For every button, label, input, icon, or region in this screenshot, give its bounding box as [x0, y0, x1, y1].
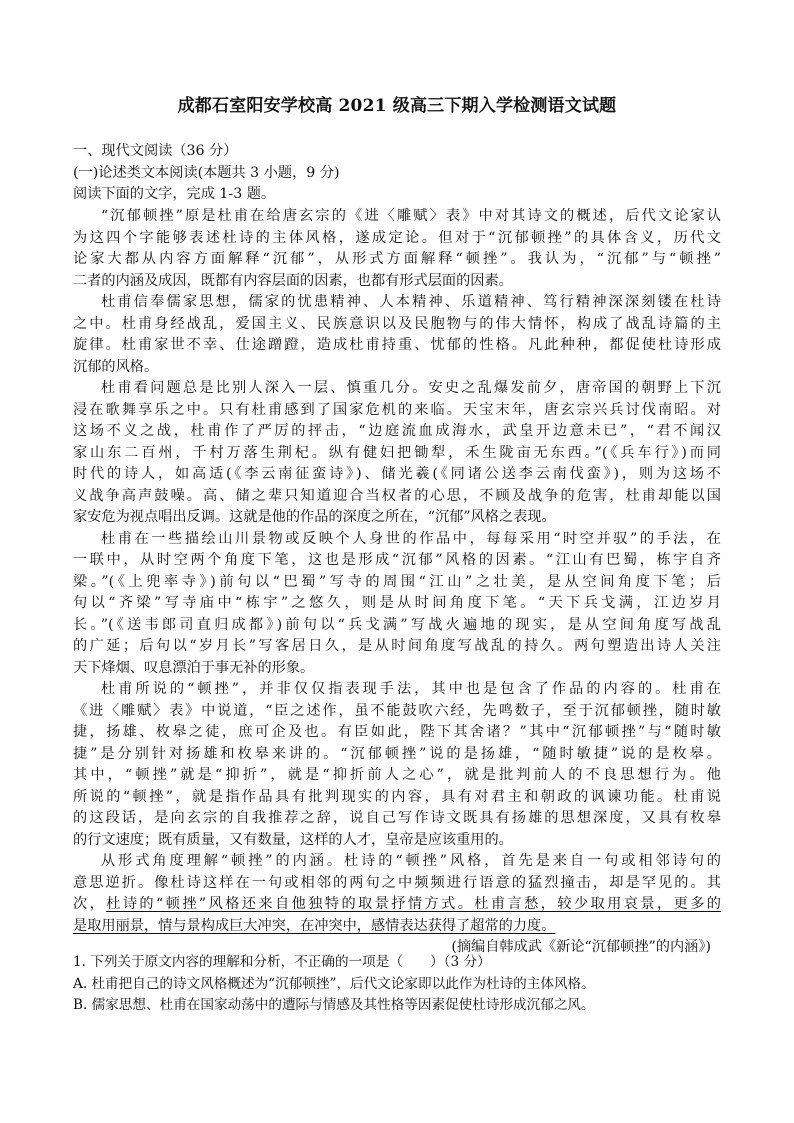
underlined-text: 杜诗的“顿挫”风格还来自他独特的取景抒情方式。杜甫言愁，较少取用哀景，更多的	[106, 896, 721, 912]
passage-line: 梁。”(《上兜率寺》)前句以“巴蜀”写寺的周围“江山”之壮美，是从空间角度下笔；后	[73, 573, 721, 590]
passage-line-underlined	[73, 916, 721, 938]
section-heading: 一、现代文阅读（36 分）	[73, 143, 238, 159]
passage-line: 时代的诗人，如高适(《李云南征蛮诗》)、储光羲(《同诸公送李云南伐蛮》)，则为这场不	[73, 466, 721, 482]
passage-line: 沉郁的风格。	[73, 358, 159, 375]
passage-line: “沉郁顿挫”原是杜甫在给唐玄宗的《进〈雕赋〉表》中对其诗文的概述，后代文论家认	[101, 208, 721, 224]
passage-line: 一联中，从时空两个角度下笔，这也是形成“沉郁”风格的因素。“江山有巴蜀，栋宇自齐	[73, 552, 721, 568]
passage-line: 之中。杜甫身经战乱，爱国主义、民族意识以及民胞物与的伟大情怀，构成了战乱诗篇的主	[73, 315, 721, 332]
passage-line: 捷”是分别针对扬雄和枚皋来讲的。“沉郁顿挫”说的是扬雄，“随时敏捷”说的是枚皋。	[73, 745, 721, 762]
passage-line: 杜甫所说的“顿挫”，并非仅仅指表现手法，其中也是包含了作品的内容的。杜甫在	[101, 681, 721, 697]
passage-line: 杜甫看问题总是比别人深入一层、慎重几分。安史之乱爆发前夕，唐帝国的朝野上下沉	[101, 380, 721, 396]
passage-line: 句以“齐梁”写寺庙中“栋宇”之悠久，则是从时间角度下笔。“天下兵戈满，江边岁月	[73, 595, 721, 611]
passage-text: 次，	[73, 896, 107, 912]
passage-line: 二者的内涵及成因，既都有内容层面的因素，也都有形式层面的因素。	[73, 272, 513, 289]
section-subheading: (一)论述类文本阅读(本题共 3 小题，9 分)	[73, 164, 340, 181]
passage-line: 浸在歌舞享乐之中。只有杜甫感到了国家危机的来临。天宝末年，唐玄宗兴兵讨伐南昭。对	[73, 401, 721, 418]
passage-line: 意思逆折。像杜诗这样在一句或相邻的两句之中频频进行语意的猛烈撞击，却是罕见的。其	[73, 874, 721, 891]
passage-line: 旋律。杜甫家世不幸、仕途蹭蹬，造成杜甫持重、忧郁的性格。凡此种种，都促使杜诗形成	[73, 337, 721, 353]
section-header	[73, 141, 721, 206]
reading-passage	[73, 206, 721, 959]
passage-line: 《进〈雕赋〉表》中说道，“臣之述作，虽不能鼓吹六经，先鸣数子，至于沉郁顿挫，随时敏	[73, 702, 721, 719]
passage-line: 家安危为视点唱出反调。这就是他的作品的深度之所在，“沉郁”风格之表现。	[73, 509, 556, 525]
passage-line: 天下烽烟、叹息漂泊于事无补的形象。	[73, 659, 315, 676]
passage-line: 这场不义之战，杜甫作了严厉的抨击，“边庭流血成海水，武皇开边意未已”，“君不闻汉	[73, 423, 721, 439]
passage-line: 杜甫信奉儒家思想，儒家的忧患精神、人本精神、乐道精神、笃行精神深深刻镂在杜诗	[101, 294, 721, 310]
page-title: 成都石室阳安学校高 2021 级高三下期入学检测语文试题	[177, 96, 617, 116]
passage-line: 长。”(《送韦郎司直归成都》)前句以“兵戈满”写战火遍地的现实，是从空间角度写战乱	[73, 616, 721, 633]
underlined-text: 是取用丽景，情与景构成巨大冲突，在冲突中，感情表达获得了超常的力度。	[73, 917, 556, 934]
passage-line: 杜甫在一些描绘山川景物或反映个人身世的作品中，每每采用“时空并驭”的手法，在	[101, 530, 721, 547]
passage-line: 的广延；后句以“岁月长”写客居日久，是从时间角度写战乱的持久。两句塑造出诗人关注	[73, 638, 721, 654]
passage-line: 义战争高声鼓噪。高、储之辈只知道迎合当权者的心思，不顾及战争的危害，杜甫却能以国	[73, 487, 721, 504]
passage-line: 其中，“顿挫”就是“抑折”，就是“抑折前人之心”，就是批判前人的不良思想行为。他	[73, 767, 721, 783]
passage-line-underlined	[73, 894, 721, 916]
reading-instruction: 阅读下面的文字，完成 1-3 题。	[73, 186, 276, 202]
question-stem: 1. 下列关于原文内容的理解和分析，不正确的一项是（ ）（3 分）	[73, 954, 491, 970]
passage-source: (摘编自韩成武《新论“沉郁顿挫”的内涵》)	[451, 939, 711, 955]
passage-line: 捷，扬雄、枚皋之徒，庶可企及也。有臣如此，陛下其舍诸？”其中“沉郁顿挫”与“随时敏	[73, 724, 721, 740]
passage-line: 所说的“顿挫”，就是指作品具有批判现实的内容，具有对君主和朝政的讽谏功能。杜甫说	[73, 788, 721, 805]
passage-line: 为这四个字能够表述杜诗的主体风格，遂成定论。但对于“沉郁顿挫”的具体含义，历代文	[73, 229, 721, 246]
question-1	[73, 952, 721, 1017]
passage-line: 的行文速度；既有质量，又有数量，这样的人才，皇帝是应该重用的。	[73, 831, 513, 848]
question-option-b: B. 儒家思想、杜甫在国家动荡中的遭际与情感及其性格等因素促使杜诗形成沉郁之风。	[73, 997, 595, 1013]
question-option-a: A. 杜甫把自己的诗文风格概述为“沉郁顿挫”，后代文论家即以此作为杜诗的主体风格。	[73, 975, 595, 992]
passage-line: 的这段话，是向玄宗的自我推荐之辞，说自己写作诗文既具有扬雄的思想深度，又具有枚皋	[73, 810, 721, 826]
passage-line: 从形式角度理解“顿挫”的内涵。杜诗的“顿挫”风格，首先是来自一句或相邻诗句的	[101, 853, 721, 869]
passage-line: 论家大都从内容方面解释“沉郁”，从形式方面解释“顿挫”。我认为，“沉郁”与“顿挫”	[73, 251, 721, 267]
passage-line: 家山东二百州，千村万落生荆杞。纵有健妇把锄犁，禾生陇亩无东西。”(《兵车行》)而同	[73, 444, 721, 461]
